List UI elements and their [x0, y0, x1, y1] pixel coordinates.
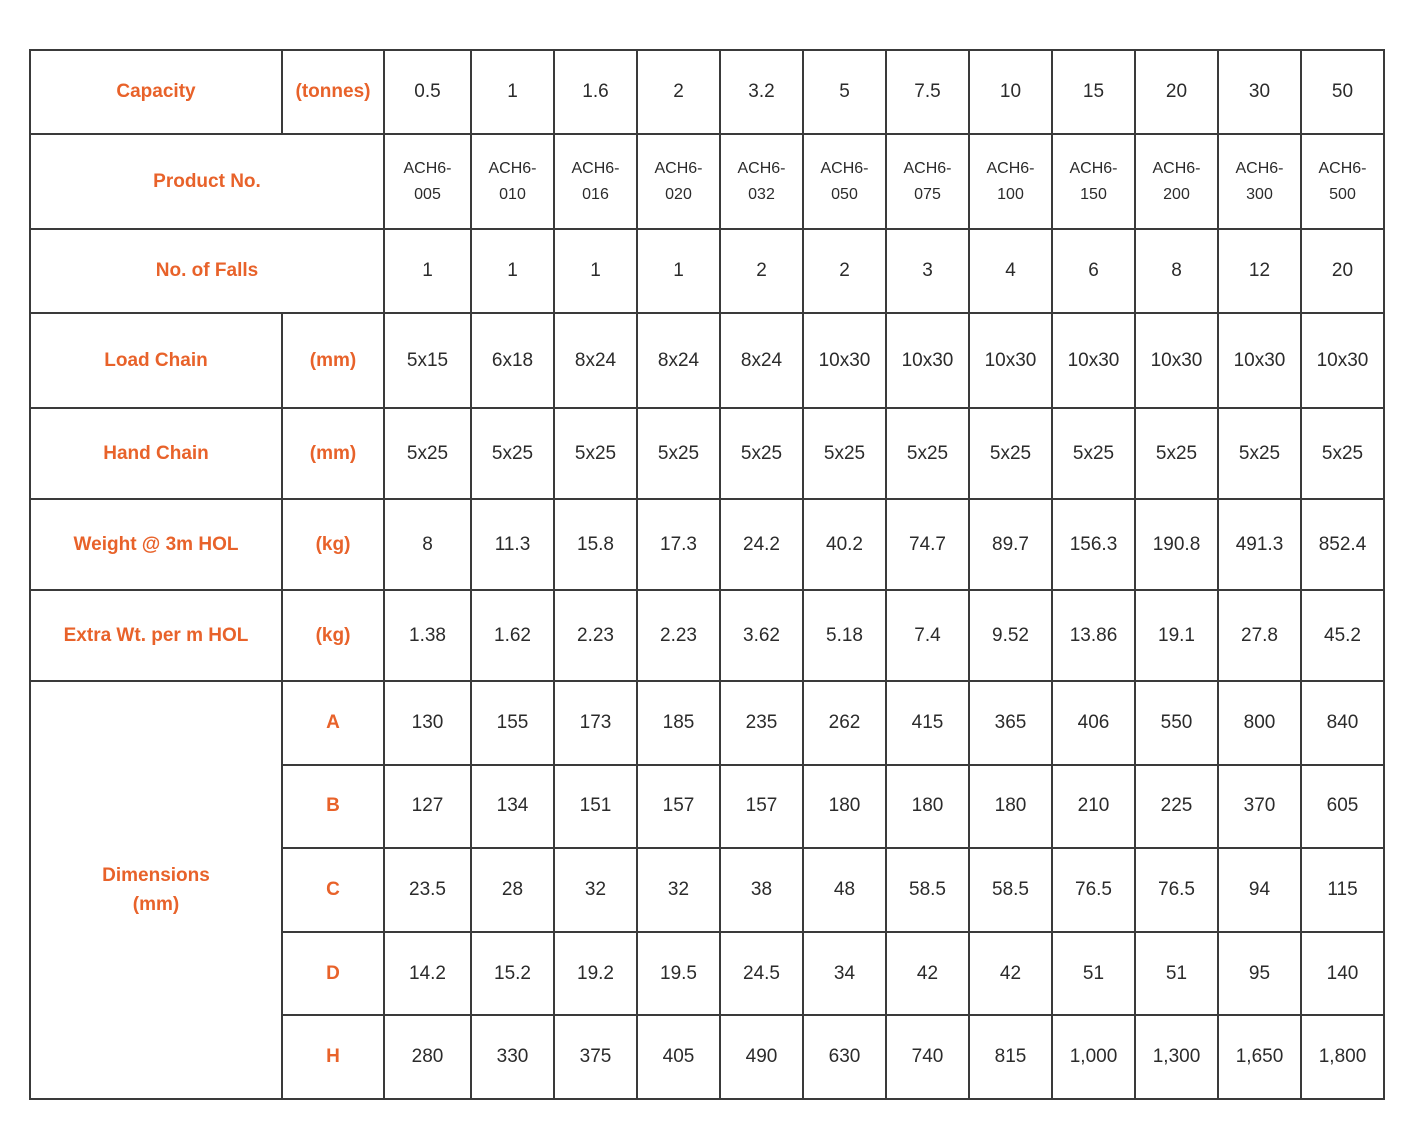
dimension-value: 157	[720, 765, 803, 849]
falls-label: No. of Falls	[30, 229, 384, 313]
dimension-value: 180	[886, 765, 969, 849]
falls-value: 3	[886, 229, 969, 313]
load-chain-value: 10x30	[969, 313, 1052, 408]
dimension-value: 151	[554, 765, 637, 849]
capacity-value: 1.6	[554, 50, 637, 134]
dimension-value: 1,000	[1052, 1015, 1135, 1099]
dimension-value: 180	[969, 765, 1052, 849]
dimension-key: A	[282, 681, 384, 765]
product-no-value: ACH6- 300	[1218, 134, 1301, 229]
load-chain-unit: (mm)	[282, 313, 384, 408]
dimension-value: 330	[471, 1015, 554, 1099]
extra-wt-value: 27.8	[1218, 590, 1301, 681]
weight-value: 491.3	[1218, 499, 1301, 590]
dimension-value: 94	[1218, 848, 1301, 932]
specification-table	[29, 49, 1385, 1100]
dimension-value: 225	[1135, 765, 1218, 849]
weight-value: 15.8	[554, 499, 637, 590]
dimension-value: 76.5	[1135, 848, 1218, 932]
product-no-value: ACH6- 075	[886, 134, 969, 229]
product-no-value: ACH6- 150	[1052, 134, 1135, 229]
falls-value: 1	[384, 229, 471, 313]
dimension-value: 1,300	[1135, 1015, 1218, 1099]
capacity-value: 20	[1135, 50, 1218, 134]
load-chain-value: 8x24	[554, 313, 637, 408]
load-chain-value: 5x15	[384, 313, 471, 408]
product-no-value: ACH6- 500	[1301, 134, 1384, 229]
dimension-value: 48	[803, 848, 886, 932]
capacity-value: 50	[1301, 50, 1384, 134]
dimension-key: C	[282, 848, 384, 932]
falls-value: 2	[803, 229, 886, 313]
product-no-value: ACH6- 005	[384, 134, 471, 229]
dimension-key: D	[282, 932, 384, 1016]
weight-label: Weight @ 3m HOL	[30, 499, 282, 590]
falls-value: 6	[1052, 229, 1135, 313]
weight-unit: (kg)	[282, 499, 384, 590]
hand-chain-value: 5x25	[1052, 408, 1135, 499]
weight-row	[30, 499, 1384, 590]
capacity-value: 30	[1218, 50, 1301, 134]
hand-chain-unit: (mm)	[282, 408, 384, 499]
dimension-value: 42	[886, 932, 969, 1016]
dimension-value: 28	[471, 848, 554, 932]
dimension-value: 1,800	[1301, 1015, 1384, 1099]
capacity-value: 10	[969, 50, 1052, 134]
dimension-row-a	[30, 681, 1384, 765]
weight-value: 11.3	[471, 499, 554, 590]
hand-chain-value: 5x25	[803, 408, 886, 499]
dimension-key: H	[282, 1015, 384, 1099]
dimension-value: 550	[1135, 681, 1218, 765]
extra-wt-unit: (kg)	[282, 590, 384, 681]
load-chain-value: 10x30	[803, 313, 886, 408]
dimension-value: 280	[384, 1015, 471, 1099]
dimension-value: 235	[720, 681, 803, 765]
falls-row	[30, 229, 1384, 313]
weight-value: 156.3	[1052, 499, 1135, 590]
dimension-value: 23.5	[384, 848, 471, 932]
hand-chain-value: 5x25	[1218, 408, 1301, 499]
dimension-value: 365	[969, 681, 1052, 765]
dimension-value: 51	[1135, 932, 1218, 1016]
extra-wt-value: 1.62	[471, 590, 554, 681]
extra-wt-row	[30, 590, 1384, 681]
dimension-value: 42	[969, 932, 1052, 1016]
hand-chain-value: 5x25	[720, 408, 803, 499]
dimension-value: 155	[471, 681, 554, 765]
capacity-value: 15	[1052, 50, 1135, 134]
dimension-value: 262	[803, 681, 886, 765]
capacity-unit: (tonnes)	[282, 50, 384, 134]
dimension-value: 115	[1301, 848, 1384, 932]
falls-value: 8	[1135, 229, 1218, 313]
extra-wt-value: 3.62	[720, 590, 803, 681]
extra-wt-value: 19.1	[1135, 590, 1218, 681]
dimension-value: 185	[637, 681, 720, 765]
hand-chain-value: 5x25	[886, 408, 969, 499]
weight-value: 74.7	[886, 499, 969, 590]
dimension-value: 800	[1218, 681, 1301, 765]
load-chain-row	[30, 313, 1384, 408]
product-no-row	[30, 134, 1384, 229]
dimension-value: 375	[554, 1015, 637, 1099]
dimension-value: 840	[1301, 681, 1384, 765]
dimension-value: 180	[803, 765, 886, 849]
dimensions-label: Dimensions (mm)	[30, 681, 282, 1099]
extra-wt-value: 9.52	[969, 590, 1052, 681]
dimension-value: 32	[637, 848, 720, 932]
dimension-value: 490	[720, 1015, 803, 1099]
weight-value: 24.2	[720, 499, 803, 590]
weight-value: 8	[384, 499, 471, 590]
capacity-label: Capacity	[30, 50, 282, 134]
load-chain-label: Load Chain	[30, 313, 282, 408]
dimension-value: 51	[1052, 932, 1135, 1016]
load-chain-value: 10x30	[886, 313, 969, 408]
hand-chain-value: 5x25	[969, 408, 1052, 499]
capacity-value: 2	[637, 50, 720, 134]
dimension-value: 19.2	[554, 932, 637, 1016]
falls-value: 2	[720, 229, 803, 313]
dimension-value: 1,650	[1218, 1015, 1301, 1099]
weight-value: 190.8	[1135, 499, 1218, 590]
falls-value: 1	[471, 229, 554, 313]
dimension-value: 127	[384, 765, 471, 849]
dimension-key: B	[282, 765, 384, 849]
load-chain-value: 10x30	[1301, 313, 1384, 408]
dimension-value: 58.5	[886, 848, 969, 932]
extra-wt-value: 5.18	[803, 590, 886, 681]
dimension-value: 32	[554, 848, 637, 932]
dimension-value: 370	[1218, 765, 1301, 849]
product-no-label: Product No.	[30, 134, 384, 229]
load-chain-value: 10x30	[1052, 313, 1135, 408]
falls-value: 12	[1218, 229, 1301, 313]
dimension-value: 405	[637, 1015, 720, 1099]
product-no-value: ACH6- 100	[969, 134, 1052, 229]
dimension-value: 24.5	[720, 932, 803, 1016]
falls-value: 4	[969, 229, 1052, 313]
dimension-value: 58.5	[969, 848, 1052, 932]
weight-value: 17.3	[637, 499, 720, 590]
hand-chain-value: 5x25	[637, 408, 720, 499]
extra-wt-value: 1.38	[384, 590, 471, 681]
dimension-value: 76.5	[1052, 848, 1135, 932]
dimension-value: 406	[1052, 681, 1135, 765]
dimension-value: 140	[1301, 932, 1384, 1016]
dimension-value: 38	[720, 848, 803, 932]
falls-value: 1	[554, 229, 637, 313]
load-chain-value: 8x24	[720, 313, 803, 408]
hand-chain-value: 5x25	[471, 408, 554, 499]
weight-value: 852.4	[1301, 499, 1384, 590]
dimension-value: 605	[1301, 765, 1384, 849]
load-chain-value: 8x24	[637, 313, 720, 408]
dimension-value: 415	[886, 681, 969, 765]
product-no-value: ACH6- 016	[554, 134, 637, 229]
falls-value: 1	[637, 229, 720, 313]
hand-chain-value: 5x25	[384, 408, 471, 499]
load-chain-value: 10x30	[1135, 313, 1218, 408]
extra-wt-value: 2.23	[637, 590, 720, 681]
load-chain-value: 10x30	[1218, 313, 1301, 408]
product-no-value: ACH6- 050	[803, 134, 886, 229]
capacity-row	[30, 50, 1384, 134]
falls-value: 20	[1301, 229, 1384, 313]
product-no-value: ACH6- 200	[1135, 134, 1218, 229]
capacity-value: 1	[471, 50, 554, 134]
capacity-value: 7.5	[886, 50, 969, 134]
hand-chain-value: 5x25	[554, 408, 637, 499]
extra-wt-value: 7.4	[886, 590, 969, 681]
dimension-value: 15.2	[471, 932, 554, 1016]
dimension-value: 134	[471, 765, 554, 849]
weight-value: 89.7	[969, 499, 1052, 590]
hand-chain-value: 5x25	[1135, 408, 1218, 499]
dimension-value: 19.5	[637, 932, 720, 1016]
hand-chain-label: Hand Chain	[30, 408, 282, 499]
dimension-value: 34	[803, 932, 886, 1016]
dimension-value: 740	[886, 1015, 969, 1099]
product-no-value: ACH6- 032	[720, 134, 803, 229]
hand-chain-row	[30, 408, 1384, 499]
hand-chain-value: 5x25	[1301, 408, 1384, 499]
dimension-value: 173	[554, 681, 637, 765]
capacity-value: 0.5	[384, 50, 471, 134]
extra-wt-value: 13.86	[1052, 590, 1135, 681]
extra-wt-value: 2.23	[554, 590, 637, 681]
weight-value: 40.2	[803, 499, 886, 590]
dimension-value: 210	[1052, 765, 1135, 849]
capacity-value: 3.2	[720, 50, 803, 134]
dimension-value: 130	[384, 681, 471, 765]
load-chain-value: 6x18	[471, 313, 554, 408]
product-no-value: ACH6- 010	[471, 134, 554, 229]
dimension-value: 157	[637, 765, 720, 849]
dimension-value: 815	[969, 1015, 1052, 1099]
dimension-value: 95	[1218, 932, 1301, 1016]
product-no-value: ACH6- 020	[637, 134, 720, 229]
extra-wt-label: Extra Wt. per m HOL	[30, 590, 282, 681]
dimension-value: 630	[803, 1015, 886, 1099]
capacity-value: 5	[803, 50, 886, 134]
dimension-value: 14.2	[384, 932, 471, 1016]
extra-wt-value: 45.2	[1301, 590, 1384, 681]
